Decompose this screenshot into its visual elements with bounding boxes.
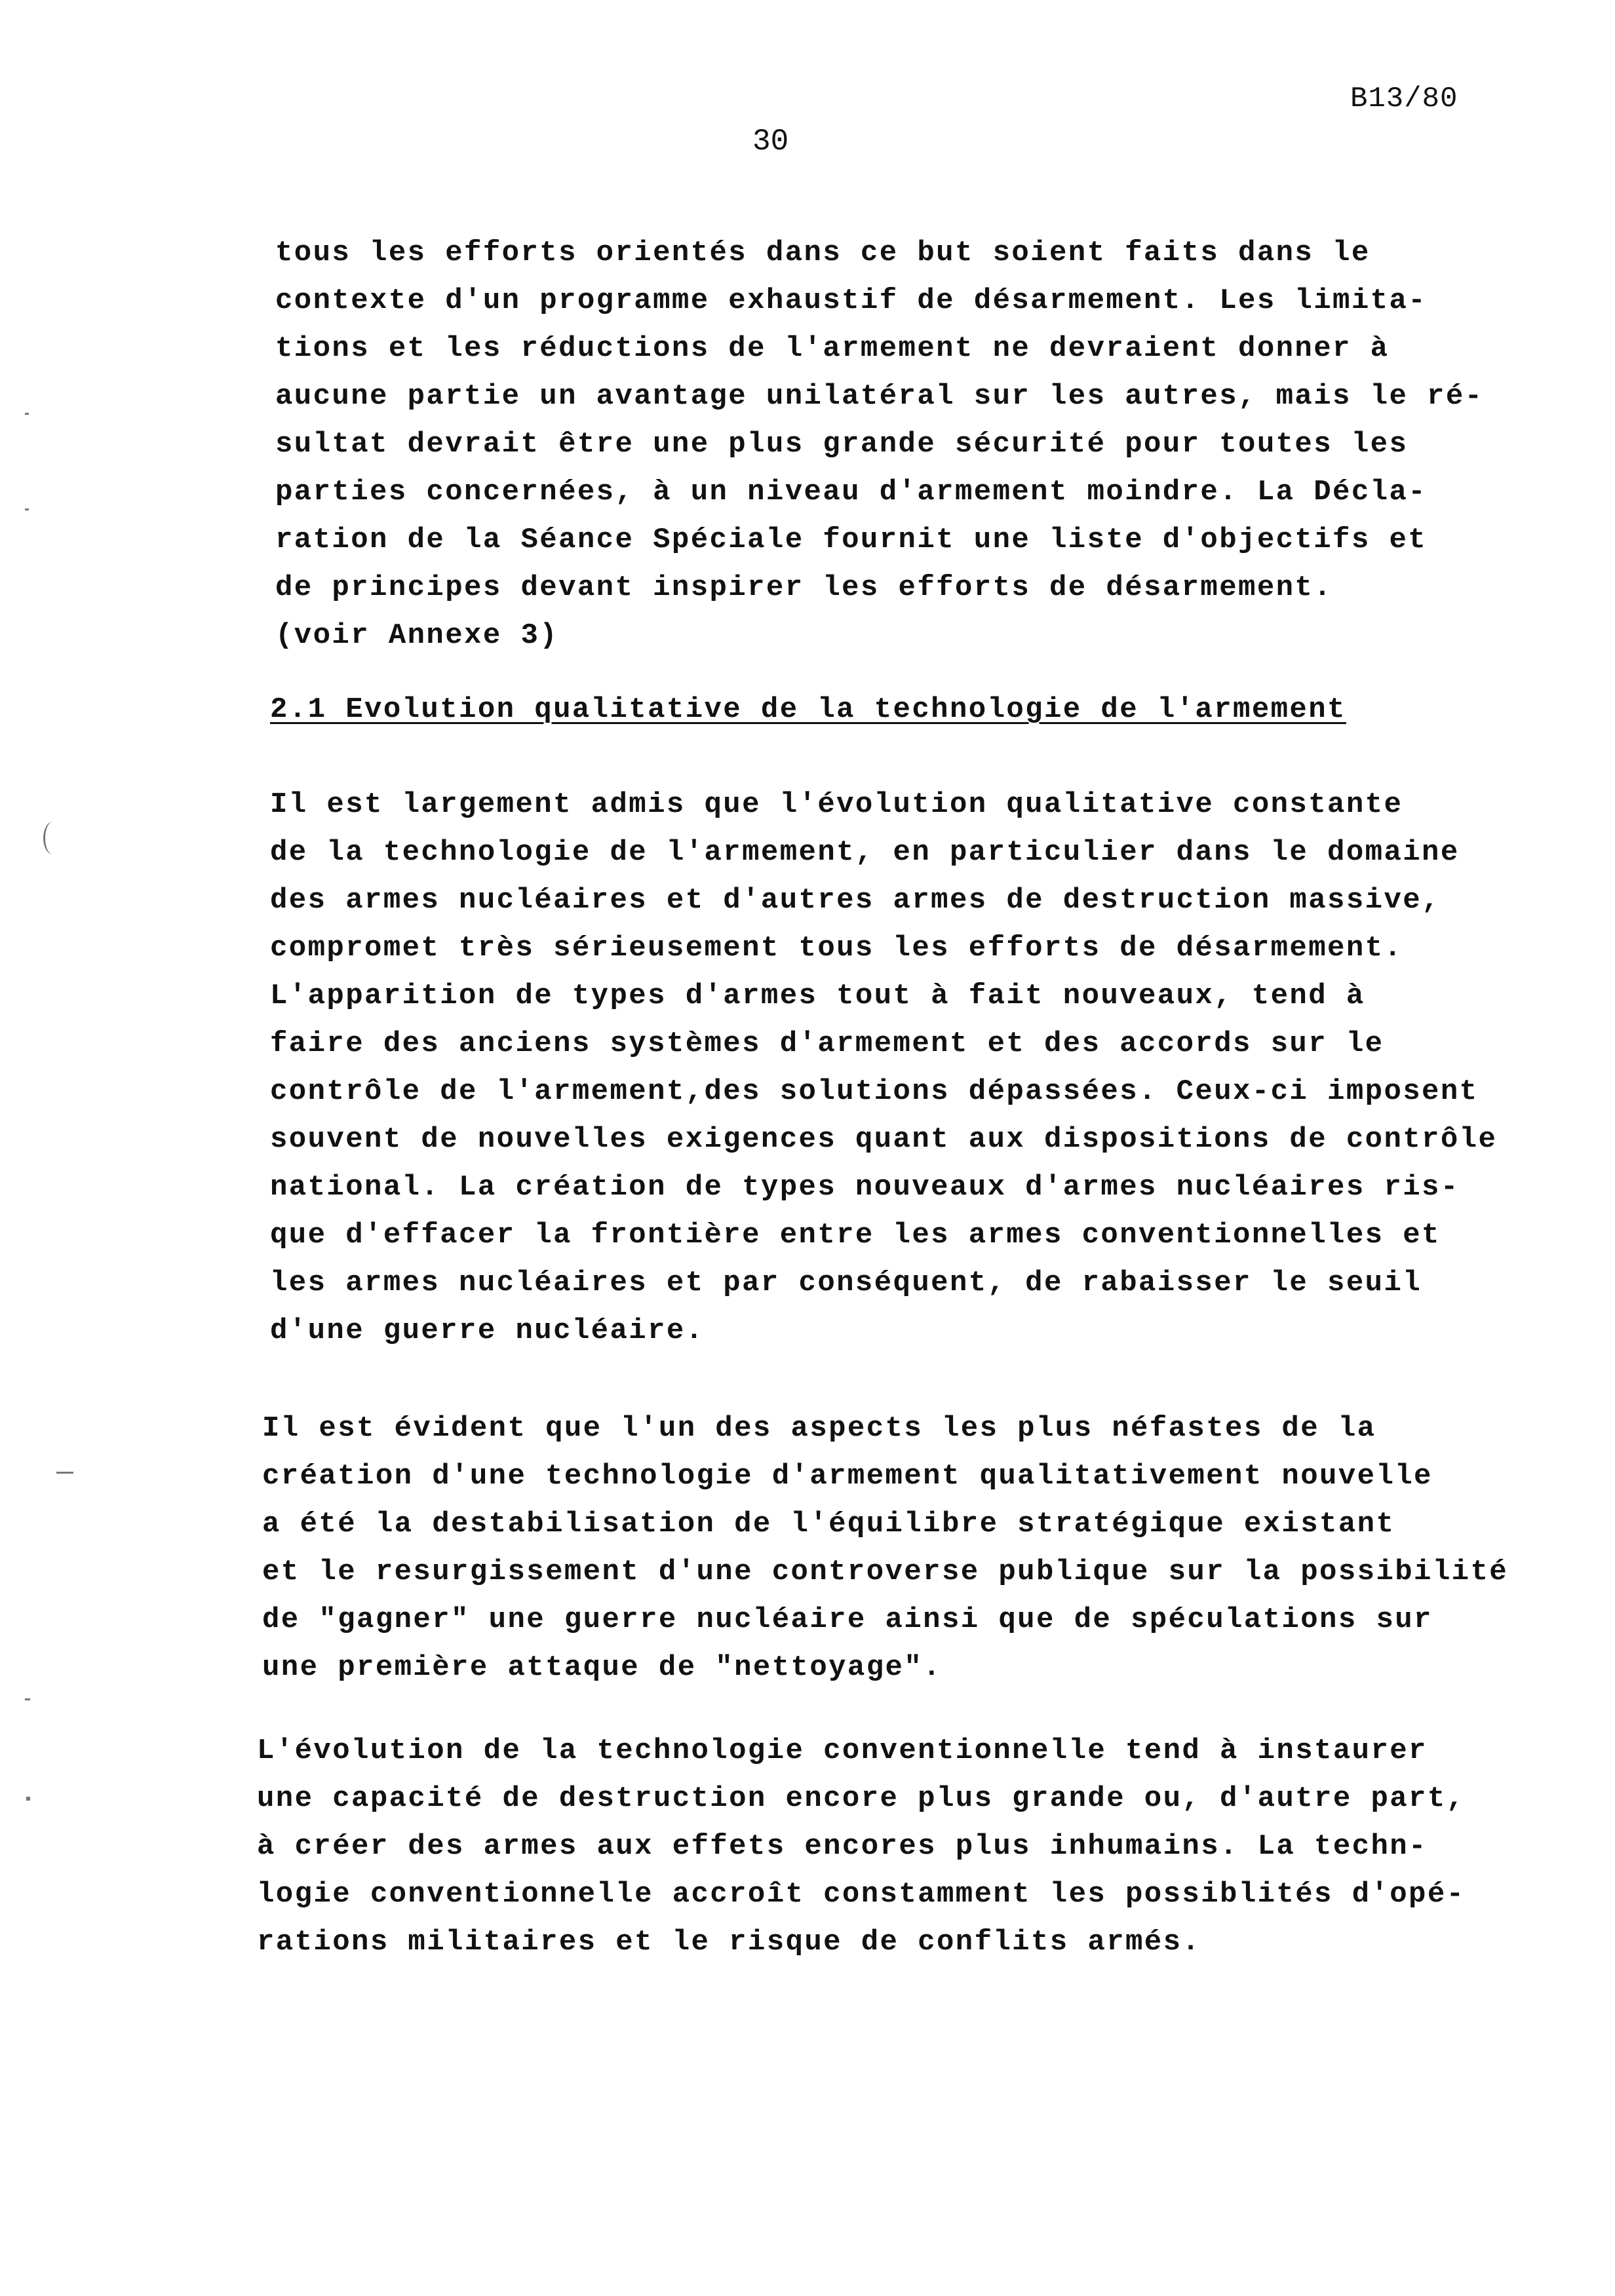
text-line: les armes nucléaires et par conséquent, de rabaisser le seuil	[270, 1267, 1422, 1299]
text-line: parties concernées, à un niveau d'armement moindre. La Décla-	[275, 476, 1428, 508]
text-line: L'évolution de la technologie conventionnelle tend à instaurer	[257, 1734, 1428, 1767]
text-line: que d'effacer la frontière entre les armes conventionnelles et	[270, 1219, 1441, 1252]
paragraph-intro	[275, 229, 1483, 660]
text-line: une première attaque de "nettoyage".	[262, 1651, 942, 1684]
text-line: de la technologie de l'armement, en particulier dans le domaine	[270, 836, 1460, 869]
text-line: ration de la Séance Spéciale fournit une liste d'objectifs et	[275, 524, 1428, 556]
text-line: a été la destabilisation de l'équilibre stratégique existant	[262, 1508, 1395, 1540]
text-line: à créer des armes aux effets encores plus inhumains. La techn-	[257, 1830, 1428, 1863]
section-heading: 2.1 Evolution qualitative de la technologie de l'armement	[270, 693, 1346, 726]
text-line: tous les efforts orientés dans ce but soient faits dans le	[275, 237, 1371, 269]
margin-bracket-mark	[43, 822, 62, 854]
paragraph-conventional-technology	[257, 1727, 1465, 1966]
text-line: sultat devrait être une plus grande sécurité pour toutes les	[275, 428, 1409, 461]
text-line: des armes nucléaires et d'autres armes de destruction massive,	[270, 884, 1441, 917]
text-line: de principes devant inspirer les efforts de désarmement.	[275, 571, 1333, 604]
text-line: contrôle de l'armement,des solutions dépassées. Ceux-ci imposent	[270, 1075, 1479, 1108]
text-line: L'apparition de types d'armes tout à fait nouveaux, tend à	[270, 980, 1365, 1012]
document-reference: B13/80	[1350, 83, 1458, 115]
paragraph-qualitative-evolution	[270, 781, 1497, 1355]
text-line: et le resurgissement d'une controverse publique sur la possibilité	[262, 1556, 1509, 1588]
text-line: Il est évident que l'un des aspects les plus néfastes de la	[262, 1412, 1376, 1445]
margin-dash-mark	[56, 1472, 73, 1474]
text-line: contexte d'un programme exhaustif de désarmement. Les limita-	[275, 284, 1428, 317]
text-line: tions et les réductions de l'armement ne devraient donner à	[275, 332, 1390, 365]
text-line: logie conventionnelle accroît constamment les possiblités d'opé-	[257, 1878, 1466, 1911]
text-line: une capacité de destruction encore plus grande ou, d'autre part,	[257, 1782, 1466, 1815]
text-line: d'une guerre nucléaire.	[270, 1314, 705, 1347]
margin-dash-mark	[25, 1698, 30, 1700]
text-line: souvent de nouvelles exigences quant aux dispositions de contrôle	[270, 1123, 1498, 1156]
margin-dash-mark	[25, 508, 29, 510]
text-line: (voir Annexe 3)	[275, 619, 559, 652]
text-line: aucune partie un avantage unilatéral sur les autres, mais le ré-	[275, 380, 1484, 413]
margin-dash-mark	[25, 413, 29, 415]
text-line: national. La création de types nouveaux d'armes nucléaires ris-	[270, 1171, 1460, 1204]
text-line: Il est largement admis que l'évolution qualitative constante	[270, 788, 1403, 821]
text-line: rations militaires et le risque de conflits armés.	[257, 1926, 1201, 1959]
text-line: création d'une technologie d'armement qualitativement nouvelle	[262, 1460, 1433, 1493]
text-line: de "gagner" une guerre nucléaire ainsi que de spéculations sur	[262, 1603, 1433, 1636]
margin-dot-mark	[26, 1797, 30, 1801]
text-line: compromet très sérieusement tous les efforts de désarmement.	[270, 932, 1403, 965]
paragraph-strategic-balance	[262, 1405, 1508, 1692]
page-number: 30	[752, 124, 789, 159]
text-line: faire des anciens systèmes d'armement et des accords sur le	[270, 1027, 1384, 1060]
